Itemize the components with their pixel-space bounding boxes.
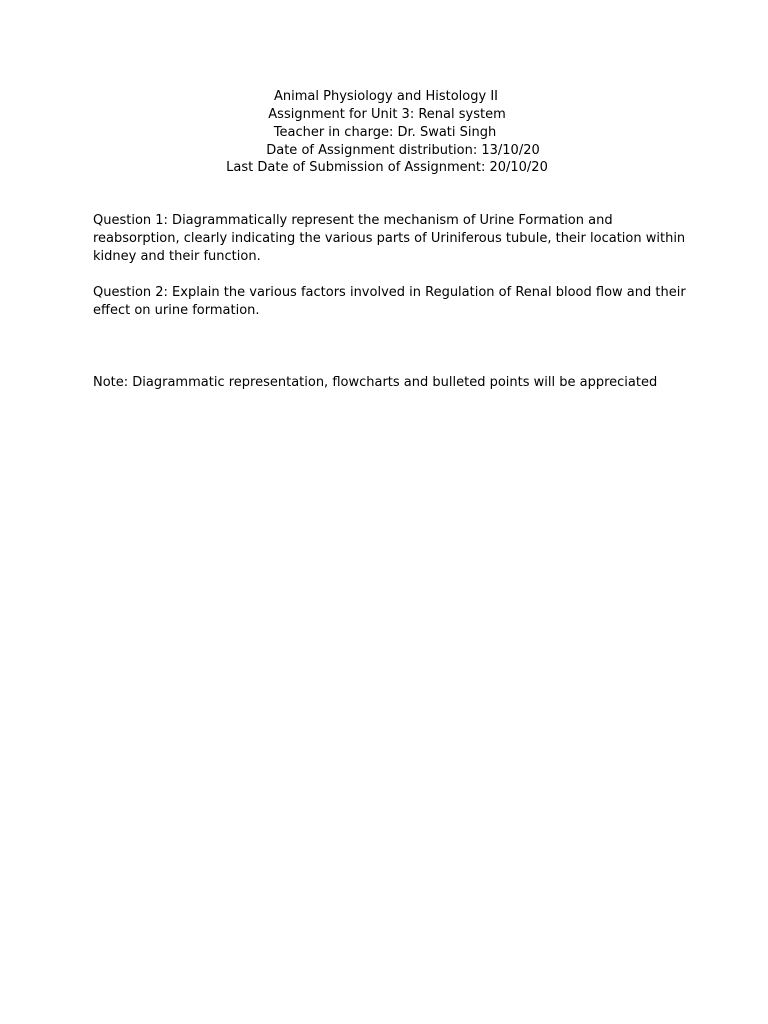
distribution-date: Date of Assignment distribution: 13/10/20	[266, 143, 540, 158]
question-1-line: Question 1: Diagrammatically represent the mechanism of Urine Formation and	[93, 213, 613, 228]
teacher-in-charge: Teacher in charge: Dr. Swati Singh	[273, 125, 497, 140]
question-2-line: effect on urine formation.	[93, 303, 260, 318]
question-1-line: kidney and their function.	[93, 249, 261, 264]
question-1-line: reabsorption, clearly indicating the various parts of Uriniferous tubule, their location within	[93, 231, 686, 246]
question-1	[93, 212, 686, 266]
submission-date: Last Date of Submission of Assignment: 20/10/20	[226, 160, 548, 175]
course-title: Animal Physiology and Histology II	[274, 89, 498, 104]
assignment-unit: Assignment for Unit 3: Renal system	[268, 107, 506, 122]
question-2-line: Question 2: Explain the various factors involved in Regulation of Renal blood flow and their	[93, 285, 686, 300]
question-2	[93, 284, 686, 320]
note	[93, 374, 683, 392]
note-text: Note: Diagrammatic representation, flowcharts and bulleted points will be appreciated	[93, 375, 658, 390]
